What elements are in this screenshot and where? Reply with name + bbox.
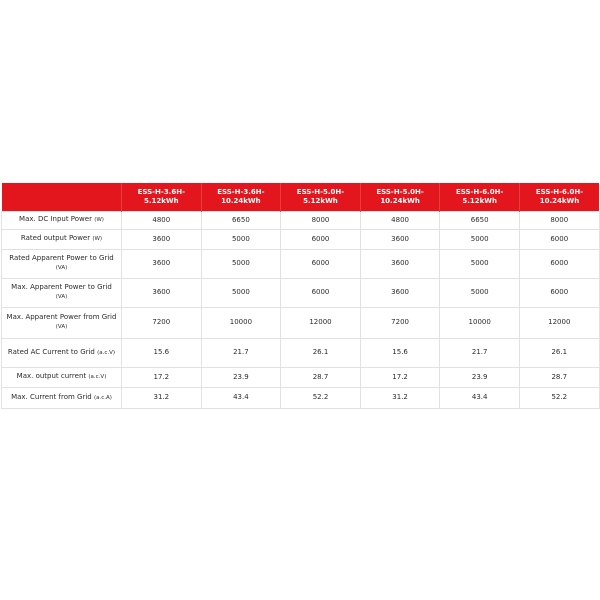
table-cell: 4800 — [122, 211, 202, 229]
table-cell: 5000 — [440, 278, 520, 307]
table-cell: 3600 — [360, 278, 440, 307]
table-cell: 5000 — [440, 249, 520, 278]
row-label-text: Max. output current — [16, 372, 87, 380]
column-header: ESS-H-5.0H-10.24kWh — [360, 183, 440, 211]
row-label-text: Max. DC Input Power — [19, 215, 92, 223]
header-corner — [2, 183, 122, 211]
table-cell: 6000 — [281, 278, 361, 307]
table-cell: 21.7 — [440, 338, 520, 367]
row-label — [2, 387, 122, 408]
row-label — [2, 338, 122, 367]
row-label — [2, 278, 122, 307]
table-cell: 43.4 — [440, 387, 520, 408]
column-header: ESS-H-3.6H-10.24kWh — [201, 183, 281, 211]
table-cell: 3600 — [122, 278, 202, 307]
table-cell: 3600 — [360, 229, 440, 249]
row-unit: (a.c.V) — [88, 374, 107, 380]
row-label-text: Rated output Power — [20, 234, 91, 242]
row-label — [2, 307, 122, 338]
table-cell: 43.4 — [201, 387, 281, 408]
row-unit: (a.c.V) — [97, 349, 116, 356]
row-label — [2, 211, 122, 229]
table-row — [2, 387, 600, 408]
table-row — [2, 307, 600, 338]
table-row — [2, 278, 600, 307]
row-unit: (a.c.A) — [93, 394, 112, 401]
table-cell: 7200 — [122, 307, 202, 338]
row-label — [2, 249, 122, 278]
table-cell: 26.1 — [281, 338, 361, 367]
table-cell: 28.7 — [519, 367, 599, 387]
table-row — [2, 367, 600, 387]
row-label-text: Rated Apparent Power to Grid — [9, 254, 114, 262]
spec-table — [1, 183, 600, 409]
row-label-text: Max. Apparent Power to Grid — [11, 283, 112, 291]
table-cell: 6000 — [519, 278, 599, 307]
row-unit: (VA) — [55, 265, 68, 271]
row-label — [2, 229, 122, 249]
table-cell: 10000 — [201, 307, 281, 338]
table-cell: 17.2 — [360, 367, 440, 387]
table-cell: 26.1 — [519, 338, 599, 367]
table-cell: 31.2 — [122, 387, 202, 408]
column-header: ESS-H-3.6H-5.12kWh — [122, 183, 202, 211]
row-label-text: Rated AC Current to Grid — [7, 347, 95, 356]
table-cell: 6000 — [281, 249, 361, 278]
row-unit: (VA) — [55, 324, 68, 330]
row-label-text: Max. Current from Grid — [11, 392, 92, 401]
row-unit: (W) — [94, 217, 104, 223]
table-cell: 6000 — [519, 229, 599, 249]
table-cell: 4800 — [360, 211, 440, 229]
table-cell: 12000 — [519, 307, 599, 338]
table-row — [2, 338, 600, 367]
table-cell: 7200 — [360, 307, 440, 338]
table-cell: 15.6 — [122, 338, 202, 367]
table-cell: 3600 — [360, 249, 440, 278]
row-label-text: Max. Apparent Power from Grid — [6, 313, 117, 321]
table-cell: 21.7 — [201, 338, 281, 367]
column-header: ESS-H-6.0H-10.24kWh — [519, 183, 599, 211]
table-cell: 5000 — [201, 229, 281, 249]
column-header: ESS-H-6.0H-5.12kWh — [440, 183, 520, 211]
table-cell: 52.2 — [281, 387, 361, 408]
table-cell: 6650 — [440, 211, 520, 229]
table-cell: 5000 — [201, 249, 281, 278]
table-cell: 10000 — [440, 307, 520, 338]
table-cell: 8000 — [519, 211, 599, 229]
table-cell: 8000 — [281, 211, 361, 229]
table-cell: 15.6 — [360, 338, 440, 367]
table-cell: 17.2 — [122, 367, 202, 387]
table-cell: 6000 — [519, 249, 599, 278]
table-cell: 23.9 — [201, 367, 281, 387]
table-cell: 6650 — [201, 211, 281, 229]
table-cell: 6000 — [281, 229, 361, 249]
column-header: ESS-H-5.0H-5.12kWh — [281, 183, 361, 211]
header-row — [2, 183, 600, 211]
row-unit: (W) — [92, 236, 103, 242]
table-row — [2, 229, 600, 249]
table-cell: 23.9 — [440, 367, 520, 387]
table-cell: 5000 — [201, 278, 281, 307]
table-row — [2, 249, 600, 278]
table-cell: 52.2 — [519, 387, 599, 408]
table-row — [2, 211, 600, 229]
row-unit: (VA) — [55, 294, 68, 300]
table-cell: 3600 — [122, 249, 202, 278]
table-cell: 3600 — [122, 229, 202, 249]
table-cell: 28.7 — [281, 367, 361, 387]
table-cell: 31.2 — [360, 387, 440, 408]
table-cell: 5000 — [440, 229, 520, 249]
table-cell: 12000 — [281, 307, 361, 338]
row-label — [2, 367, 122, 387]
